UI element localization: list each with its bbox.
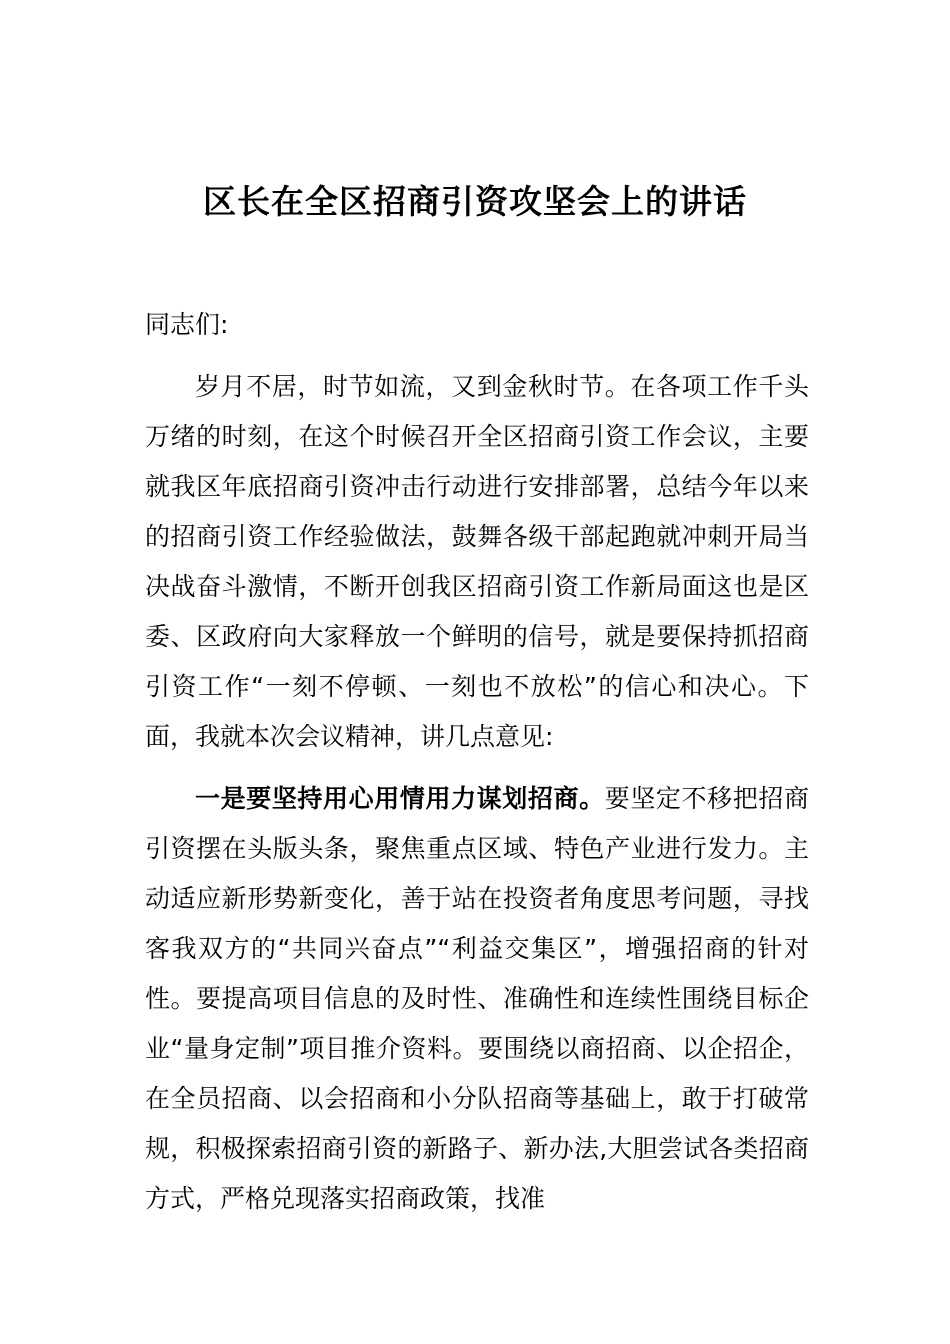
document-title: 区长在全区招商引资攻坚会上的讲话	[203, 182, 747, 222]
paragraph-1	[145, 362, 809, 762]
salutation: 同志们:	[145, 310, 229, 339]
document-body	[145, 300, 809, 1224]
paragraph-2-lead: 一是要坚持用心用情用力谋划招商。	[195, 784, 605, 813]
paragraph-2	[145, 774, 809, 1224]
paragraph-1-text: 岁月不居，时节如流，又到金秋时节。在各项工作千头万绪的时刻，在这个时候召开全区招商引资工作会议，主要就我区年底招商引资冲击行动进行安排部署，总结今年以来的招商引资工作经验做法，鼓舞各级干部起跑就冲刺开局当决战奋斗激情，不断开创我区招商引资工作新局面这也是区委、区政府向大家释放一个鲜明的信号，就是要保持抓招商引资工作“一刻不停顿、一刻也不放松”的信心和决心。下面，我就本次会议精神，讲几点意见:	[145, 372, 809, 751]
paragraph-2-text: 要坚定不移把招商引资摆在头版头条，聚焦重点区域、特色产业进行发力。主动适应新形势新变化，善于站在投资者角度思考问题，寻找客我双方的“共同兴奋点”“利益交集区”，增强招商的针对性。要提高项目信息的及时性、准确性和连续性围绕目标企业“量身定制”项目推介资料。要围绕以商招商、以企招企，在全员招商、以会招商和小分队招商等基础上，敢于打破常规，积极探索招商引资的新路子、新办法,大胆尝试各类招商方式，严格兑现落实招商政策，找准	[145, 784, 809, 1213]
